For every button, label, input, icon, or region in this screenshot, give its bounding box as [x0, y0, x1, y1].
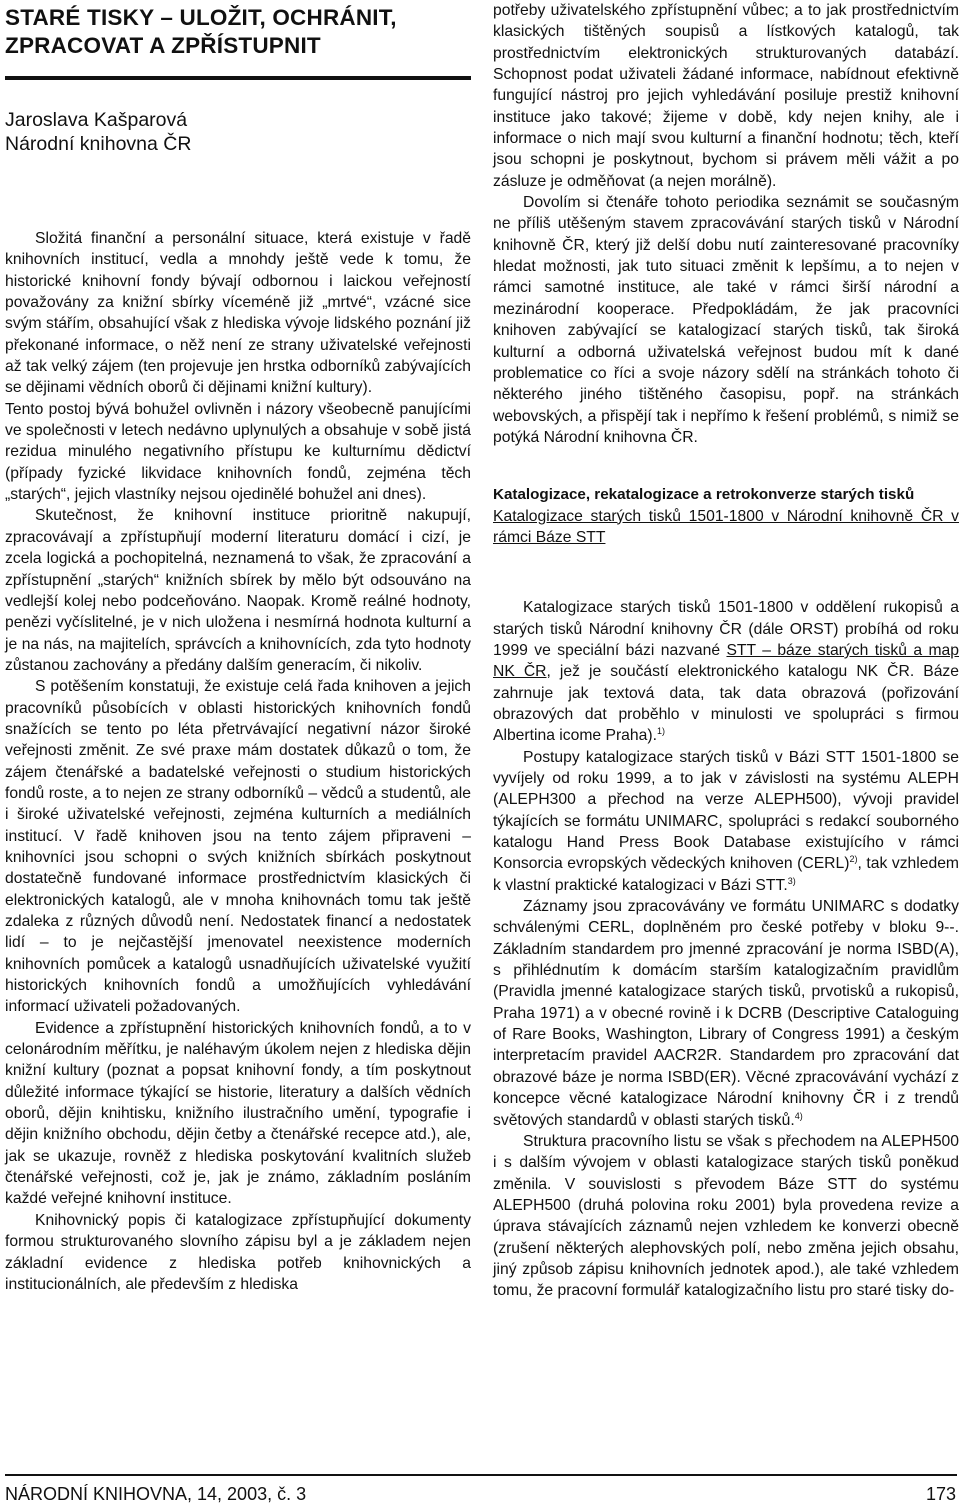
author-affiliation: Národní knihovna ČR [5, 133, 192, 155]
body-paragraph: Složitá finanční a personální situace, která existuje v řadě knihovních institucí, vedla a mnohdy ještě vede k tomu, že historické knihovní fondy bývají odbornou i laickou veřejností považovány za knižní sbírky víceméně již „mrtvé“, vzácné sice svým stářím, obsahující však z hlediska vývoje lidského poznání již překonané informace, o něž není ze strany uživatelské veřejnosti až tak velký zájem (ten projevuje jen hrstka odborníků zabývajících se dějinami vědních oborů či dějinami knižní kultury). [5, 230, 471, 397]
body-paragraph: Dovolím si čtenáře tohoto periodika seznámit se současným ne příliš utěšeným stavem zpracovávání starých tisků v Národní knihovně ČR, který již delší dobu nutí zainteresované pracovníky hledat možnosti, jak tuto situaci změnit k lepšímu, a to nejen v rámci samotné instituce, ale také v rámci širší národní a mezinárodní kooperace. Předpokládám, že jak pracovníci knihoven zabývající se katalogizací starých tisků, tak široká kulturní a odborná uživatelská veřejnost budou mít k dané problematice co říci a svoje názory sdělí na stránkách tohoto či některého jiného tištěného časopisu, popř. na stránkách webovských, a přispějí tak i nepřímo k řešení problémů, s nimiž se potýká Národní knihovna ČR. [493, 194, 959, 446]
author-name: Jaroslava Kašparová [5, 109, 188, 131]
stt-base-link: STT – báze starých tisků a map NK ČR [493, 641, 959, 681]
body-paragraph: Záznamy jsou zpracovávány ve formátu UNIMARC s dodatky schválenými CERL, doplněném pro české potřeby v bloku 9--. Základním standardem pro jmenné zpracování je norma ISBD(A), s přihlédnutím k domácím starším katalogizačním pravidlům (Pravidla jmenné katalogizace starých tisků, prvotisků a rukopisů, Praha 1971) a v obecné rovině i k DCRB (Descriptive Cataloguing of Rare Books, Washington, Library of Congress 1991) a českým interpretacím pravidel AACR2R. Standardem pro zpracování dat obrazové báze je norma ISBD(ER). Věcné zpracovávání vychází z koncepce věcné katalogizace Národní knihovny ČR i z trendů světových standardů v oblasti starých tisků.$^{4)}$ [493, 898, 959, 1129]
footnote-ref: 1) [656, 726, 665, 737]
journal-citation: NÁRODNÍ KNIHOVNA, 14, 2003, č. 3 [5, 1484, 307, 1504]
right-column [493, 0, 959, 1302]
body-paragraph: Katalogizace starých tisků 1501-1800 v oddělení rukopisů a starých tisků Národní knihovny ČR (dále ORST) probíhá od roku 1999 ve speciální bázi nazvané STT – báze starých tisků a map NK ČR, jež je součástí elektronického katalogu NK ČR. Báze zahrnuje jak textová data, tak data obrazová (pořizování obrazových dat proběhlo v minulosti ve spolupráci s firmou Albertina icome Praha).$^{1)}$ [493, 599, 960, 745]
left-column [5, 0, 471, 1295]
title-rule [5, 76, 471, 80]
body-paragraph: Tento postoj bývá bohužel ovlivněn i názory všeobecně panujícími ve společnosti v letech nedávno uplynulých a obsahuje v sobě jistá rezidua minulého negativního přístupu ke kulturnímu dědictví (případy fyzické likvidace knihovních fondů, zejména těch „starých“, jejich vlastníky nejsou ojedinělé bohužel ani dnes). [5, 400, 471, 504]
article-title-line-2: ZPRACOVAT A ZPŘÍSTUPNIT [5, 33, 321, 58]
footer-rule [5, 1474, 957, 1476]
body-paragraph: S potěšením konstatuji, že existuje celá řada knihoven a jejich pracovníků působících v oblasti historických knihovních fondů snažících se tento po léta přetrvávající negativní názor široké veřejnosti změnit. Ze své praxe mám dostatek důkazů o tom, že zájem čtenářské a badatelské veřejnosti o studium historických fondů roste, a to nejen ze strany odborníků – vědců a studentů, ale i široké uživatelské veřejnosti, zejména kulturních a mediálních institucí. V řadě knihoven jsou na tento zájem připraveni – knihovníci jsou schopni o svých knižních sbírkách poskytnout dostatečně fundované informace prostřednictvím klasických či elektronických katalogů, ale v mnoha knihovnách tomu tak ještě zdaleka z různých důvodů není. Nedostatek financí a nedostatek lidí – to je nejčastější jmenovatel neexistence moderních knihovních pomůcek a katalogů usnadňujících uživatelské využití historických knihovních fondů a umožňujících vyhledávání informací uživateli požadovaných. [5, 678, 471, 1016]
body-paragraph: Skutečnost, že knihovní instituce prioritně nakupují, zpracovávají a zpřístupňují moderní literaturu domácí i cizí, je zcela logická a pochopitelná, neznamená to však, že zpracování a zpřístupnění „starých“ knižních sbírek by mělo být odsouváno na vedlejší kolej nebo podceňováno. Naopak. Kromě reálné hodnoty, penězi vyčíslitelné, je v nich uložena i nesmírná hodnota kulturní a je na nás, na majitelích, správcích a knihovnících, zda tyto hodnoty zůstanou zachovány a předány dalším generacím, či nikoliv. [5, 507, 471, 674]
section-subheading: Katalogizace starých tisků 1501-1800 v Národní knihovně ČR v rámci Báze STT [493, 507, 959, 546]
footnote-ref: 2) [849, 854, 858, 865]
body-paragraph: potřeby uživatelského zpřístupnění vůbec; a to jak prostřednictvím klasických tištěných soupisů a lístkových katalogů, tak prostřednictvím elektronických strukturovaných databází. Schopnost podat uživateli žádané informace, nabídnout efektivně fungující nástroj pro jejich vyhledávání posiluje prestiž knihovní instituce jako takové; žijeme v době, kdy nejen knihy, ale i informace o nich mají svou kulturní a finanční hodnotu; těch, kteří jsou schopni je poskytnout, bychom si právem měli vážit a po zásluze je odměňovat (a nejen morálně). [493, 2, 959, 190]
author-block [5, 108, 471, 156]
body-paragraph: Postupy katalogizace starých tisků v Bázi STT 1501-1800 se vyvíjely od roku 1999, a to jak v závislosti na systému ALEPH (ALEPH300 a přechod na verze ALEPH500), vývoji pravidel týkajících se formátu UNIMARC, spolupráci s redakcí souborného katalogu Hand Press Book Database existujícího v rámci Konsorcia evropských vědeckých knihoven (CERL)$^{2)}$, tak vzhledem k vlastní praktické katalogizaci v Bázi STT.$^{3)}$ [493, 748, 959, 894]
footnote-ref: 3) [787, 875, 796, 886]
section-heading: Katalogizace, rekatalogizace a retrokonverze starých tisků [493, 486, 915, 504]
article-title-line-1: STARÉ TISKY – ULOŽIT, OCHRÁNIT, [5, 5, 397, 30]
body-paragraph: Struktura pracovního listu se však s přechodem na ALEPH500 i s dalším vývojem v oblasti katalogizace starých tisků poněkud změnila. V souvislosti s převodem Báze STT do systému ALEPH500 (druhá polovina roku 2001) byla provedena revize a úprava stávajících záznamů nejen vzhledem ke konverzi obecně (zrušení některých alephovských polí, nebo změna jejich obsahu, jiný způsob zápisu knihovních jednotek apod.), ale také vzhledem tomu, že pracovní formulář katalogizačního listu pro staré tisky do- [493, 1132, 959, 1300]
footnote-ref: 4) [794, 1110, 803, 1121]
body-paragraph: Knihovnický popis či katalogizace zpřístupňující dokumenty formou strukturovaného slovního zápisu byl a je základem nejen základní evidence z hlediska potřeb knihovnických a institucionálních, ale především z hlediska [5, 1211, 471, 1293]
body-paragraph: Evidence a zpřístupnění historických knihovních fondů, a to v celonárodním měřítku, je naléhavým úkolem nejen z hlediska dějin knižní kultury (poznat a popsat knihovní fondy, a tím poskytnout důležité informace týkající se historie, literatury a dalších vědních oborů, dějin knihtisku, knižního ilustračního umění, typografie i dějin knižního obchodu, dějin četby a čtenářské recepce atd.), ale, jak se ukazuje, rovněž z hlediska poskytování kvalitních služeb čtenářské veřejnosti, což je, jak je známo, základním posláním každé veřejné knihovní instituce. [5, 1019, 471, 1208]
page-number: 173 [925, 1484, 956, 1504]
article-title [5, 4, 471, 60]
